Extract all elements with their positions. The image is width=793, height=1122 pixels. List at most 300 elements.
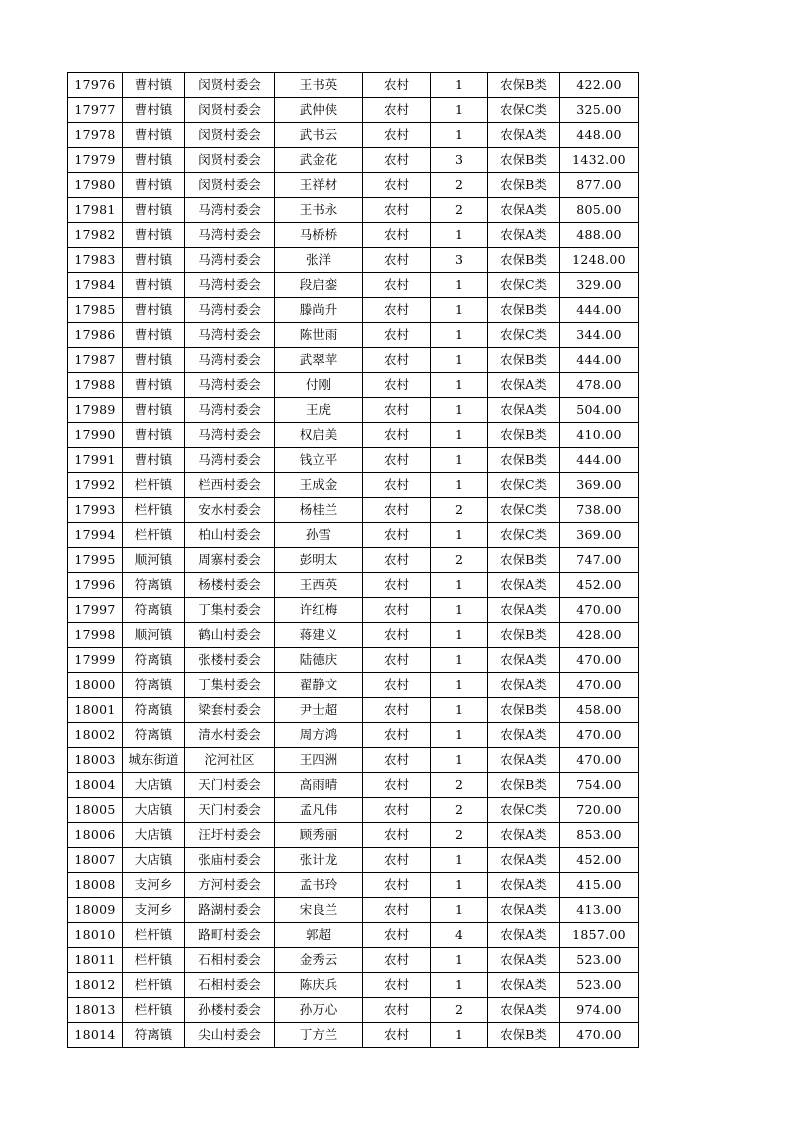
- household-type-cell: 农村: [363, 923, 431, 948]
- household-size-cell: 1: [431, 648, 488, 673]
- town-cell: 符离镇: [123, 573, 185, 598]
- town-cell: 符离镇: [123, 598, 185, 623]
- serial-number-cell: 18002: [68, 723, 123, 748]
- household-type-cell: 农村: [363, 348, 431, 373]
- name-cell: 钱立平: [275, 448, 363, 473]
- amount-cell: 452.00: [560, 573, 639, 598]
- household-size-cell: 1: [431, 273, 488, 298]
- household-size-cell: 1: [431, 598, 488, 623]
- name-cell: 顾秀丽: [275, 823, 363, 848]
- insurance-category-cell: 农保A类: [488, 723, 560, 748]
- amount-cell: 738.00: [560, 498, 639, 523]
- village-cell: 张楼村委会: [185, 648, 275, 673]
- serial-number-cell: 17979: [68, 148, 123, 173]
- town-cell: 栏杆镇: [123, 998, 185, 1023]
- serial-number-cell: 18008: [68, 873, 123, 898]
- household-size-cell: 2: [431, 173, 488, 198]
- village-cell: 闵贤村委会: [185, 173, 275, 198]
- household-type-cell: 农村: [363, 573, 431, 598]
- amount-cell: 470.00: [560, 598, 639, 623]
- name-cell: 段启銮: [275, 273, 363, 298]
- amount-cell: 754.00: [560, 773, 639, 798]
- town-cell: 曹村镇: [123, 123, 185, 148]
- household-size-cell: 1: [431, 698, 488, 723]
- town-cell: 符离镇: [123, 1023, 185, 1048]
- village-cell: 栏西村委会: [185, 473, 275, 498]
- table-row: [68, 373, 639, 398]
- name-cell: 陈世雨: [275, 323, 363, 348]
- town-cell: 曹村镇: [123, 373, 185, 398]
- table-row: [68, 298, 639, 323]
- serial-number-cell: 17997: [68, 598, 123, 623]
- insurance-category-cell: 农保A类: [488, 748, 560, 773]
- amount-cell: 325.00: [560, 98, 639, 123]
- household-size-cell: 1: [431, 623, 488, 648]
- insurance-category-cell: 农保B类: [488, 423, 560, 448]
- town-cell: 曹村镇: [123, 223, 185, 248]
- table-row: [68, 73, 639, 98]
- town-cell: 栏杆镇: [123, 473, 185, 498]
- household-type-cell: 农村: [363, 898, 431, 923]
- amount-cell: 478.00: [560, 373, 639, 398]
- insurance-category-cell: 农保B类: [488, 298, 560, 323]
- household-size-cell: 1: [431, 973, 488, 998]
- name-cell: 武仲侠: [275, 98, 363, 123]
- serial-number-cell: 18011: [68, 948, 123, 973]
- name-cell: 王书永: [275, 198, 363, 223]
- name-cell: 王虎: [275, 398, 363, 423]
- household-size-cell: 1: [431, 448, 488, 473]
- town-cell: 曹村镇: [123, 323, 185, 348]
- insurance-category-cell: 农保A类: [488, 848, 560, 873]
- table-row: [68, 248, 639, 273]
- household-type-cell: 农村: [363, 148, 431, 173]
- household-size-cell: 3: [431, 148, 488, 173]
- household-type-cell: 农村: [363, 873, 431, 898]
- serial-number-cell: 18007: [68, 848, 123, 873]
- village-cell: 孙楼村委会: [185, 998, 275, 1023]
- insurance-category-cell: 农保A类: [488, 923, 560, 948]
- name-cell: 孟凡伟: [275, 798, 363, 823]
- town-cell: 栏杆镇: [123, 523, 185, 548]
- household-type-cell: 农村: [363, 498, 431, 523]
- amount-cell: 470.00: [560, 648, 639, 673]
- household-type-cell: 农村: [363, 848, 431, 873]
- name-cell: 武翠苹: [275, 348, 363, 373]
- amount-cell: 523.00: [560, 948, 639, 973]
- village-cell: 石相村委会: [185, 948, 275, 973]
- serial-number-cell: 17980: [68, 173, 123, 198]
- household-size-cell: 1: [431, 748, 488, 773]
- village-cell: 方河村委会: [185, 873, 275, 898]
- village-cell: 马湾村委会: [185, 248, 275, 273]
- amount-cell: 1857.00: [560, 923, 639, 948]
- household-size-cell: 1: [431, 373, 488, 398]
- name-cell: 张洋: [275, 248, 363, 273]
- insurance-category-cell: 农保A类: [488, 823, 560, 848]
- amount-cell: 488.00: [560, 223, 639, 248]
- table-row: [68, 273, 639, 298]
- household-type-cell: 农村: [363, 223, 431, 248]
- household-size-cell: 2: [431, 798, 488, 823]
- household-type-cell: 农村: [363, 423, 431, 448]
- amount-cell: 470.00: [560, 1023, 639, 1048]
- town-cell: 顺河镇: [123, 548, 185, 573]
- household-type-cell: 农村: [363, 473, 431, 498]
- village-cell: 马湾村委会: [185, 198, 275, 223]
- serial-number-cell: 18010: [68, 923, 123, 948]
- serial-number-cell: 17995: [68, 548, 123, 573]
- town-cell: 顺河镇: [123, 623, 185, 648]
- name-cell: 高雨晴: [275, 773, 363, 798]
- town-cell: 曹村镇: [123, 348, 185, 373]
- town-cell: 曹村镇: [123, 248, 185, 273]
- insurance-category-cell: 农保C类: [488, 273, 560, 298]
- table-row: [68, 1023, 639, 1048]
- amount-cell: 523.00: [560, 973, 639, 998]
- household-size-cell: 1: [431, 398, 488, 423]
- village-cell: 周寨村委会: [185, 548, 275, 573]
- insurance-category-cell: 农保B类: [488, 348, 560, 373]
- household-size-cell: 1: [431, 473, 488, 498]
- insurance-category-cell: 农保B类: [488, 773, 560, 798]
- insurance-category-cell: 农保B类: [488, 73, 560, 98]
- town-cell: 符离镇: [123, 698, 185, 723]
- amount-cell: 422.00: [560, 73, 639, 98]
- village-cell: 汪圩村委会: [185, 823, 275, 848]
- town-cell: 栏杆镇: [123, 973, 185, 998]
- name-cell: 孙雪: [275, 523, 363, 548]
- household-type-cell: 农村: [363, 523, 431, 548]
- household-type-cell: 农村: [363, 373, 431, 398]
- name-cell: 马桥桥: [275, 223, 363, 248]
- household-type-cell: 农村: [363, 823, 431, 848]
- table-row: [68, 498, 639, 523]
- household-size-cell: 1: [431, 298, 488, 323]
- name-cell: 宋良兰: [275, 898, 363, 923]
- serial-number-cell: 18000: [68, 673, 123, 698]
- household-size-cell: 2: [431, 198, 488, 223]
- household-type-cell: 农村: [363, 1023, 431, 1048]
- household-size-cell: 1: [431, 723, 488, 748]
- insurance-category-cell: 农保A类: [488, 998, 560, 1023]
- table-row: [68, 573, 639, 598]
- village-cell: 石相村委会: [185, 973, 275, 998]
- serial-number-cell: 17976: [68, 73, 123, 98]
- table-row: [68, 548, 639, 573]
- serial-number-cell: 17987: [68, 348, 123, 373]
- household-type-cell: 农村: [363, 648, 431, 673]
- amount-cell: 413.00: [560, 898, 639, 923]
- insurance-category-cell: 农保B类: [488, 448, 560, 473]
- name-cell: 孟书玲: [275, 873, 363, 898]
- serial-number-cell: 17996: [68, 573, 123, 598]
- amount-cell: 444.00: [560, 448, 639, 473]
- household-size-cell: 2: [431, 998, 488, 1023]
- village-cell: 闵贤村委会: [185, 148, 275, 173]
- household-type-cell: 农村: [363, 448, 431, 473]
- serial-number-cell: 17982: [68, 223, 123, 248]
- household-type-cell: 农村: [363, 398, 431, 423]
- serial-number-cell: 17990: [68, 423, 123, 448]
- household-type-cell: 农村: [363, 673, 431, 698]
- household-size-cell: 1: [431, 873, 488, 898]
- serial-number-cell: 17984: [68, 273, 123, 298]
- serial-number-cell: 17981: [68, 198, 123, 223]
- household-size-cell: 3: [431, 248, 488, 273]
- name-cell: 尹士超: [275, 698, 363, 723]
- household-type-cell: 农村: [363, 748, 431, 773]
- serial-number-cell: 17983: [68, 248, 123, 273]
- table-row: [68, 948, 639, 973]
- household-type-cell: 农村: [363, 623, 431, 648]
- name-cell: 金秀云: [275, 948, 363, 973]
- household-size-cell: 2: [431, 498, 488, 523]
- table-row: [68, 773, 639, 798]
- serial-number-cell: 17985: [68, 298, 123, 323]
- household-size-cell: 4: [431, 923, 488, 948]
- name-cell: 武书云: [275, 123, 363, 148]
- village-cell: 鹤山村委会: [185, 623, 275, 648]
- town-cell: 曹村镇: [123, 173, 185, 198]
- serial-number-cell: 18006: [68, 823, 123, 848]
- table-row: [68, 973, 639, 998]
- village-cell: 天门村委会: [185, 798, 275, 823]
- household-size-cell: 2: [431, 823, 488, 848]
- town-cell: 曹村镇: [123, 273, 185, 298]
- insurance-category-cell: 农保B类: [488, 248, 560, 273]
- table-row: [68, 98, 639, 123]
- amount-cell: 452.00: [560, 848, 639, 873]
- amount-cell: 877.00: [560, 173, 639, 198]
- table-row: [68, 473, 639, 498]
- table-row: [68, 998, 639, 1023]
- household-size-cell: 1: [431, 98, 488, 123]
- name-cell: 王书英: [275, 73, 363, 98]
- insurance-category-cell: 农保A类: [488, 648, 560, 673]
- insurance-category-cell: 农保A类: [488, 198, 560, 223]
- table-row: [68, 673, 639, 698]
- amount-cell: 470.00: [560, 748, 639, 773]
- insurance-category-cell: 农保C类: [488, 798, 560, 823]
- amount-cell: 415.00: [560, 873, 639, 898]
- name-cell: 张计龙: [275, 848, 363, 873]
- amount-cell: 369.00: [560, 523, 639, 548]
- table-row: [68, 898, 639, 923]
- amount-cell: 410.00: [560, 423, 639, 448]
- name-cell: 翟静文: [275, 673, 363, 698]
- table-row: [68, 323, 639, 348]
- household-type-cell: 农村: [363, 73, 431, 98]
- table-row: [68, 348, 639, 373]
- village-cell: 丁集村委会: [185, 673, 275, 698]
- amount-cell: 444.00: [560, 348, 639, 373]
- town-cell: 符离镇: [123, 723, 185, 748]
- serial-number-cell: 17986: [68, 323, 123, 348]
- household-type-cell: 农村: [363, 773, 431, 798]
- table-row: [68, 923, 639, 948]
- village-cell: 杨楼村委会: [185, 573, 275, 598]
- serial-number-cell: 18001: [68, 698, 123, 723]
- name-cell: 权启美: [275, 423, 363, 448]
- insurance-category-cell: 农保A类: [488, 223, 560, 248]
- town-cell: 曹村镇: [123, 198, 185, 223]
- table-row: [68, 748, 639, 773]
- town-cell: 大店镇: [123, 773, 185, 798]
- insurance-category-cell: 农保C类: [488, 523, 560, 548]
- table-row: [68, 873, 639, 898]
- household-type-cell: 农村: [363, 198, 431, 223]
- serial-number-cell: 17988: [68, 373, 123, 398]
- insurance-category-cell: 农保A类: [488, 123, 560, 148]
- amount-cell: 428.00: [560, 623, 639, 648]
- insurance-category-cell: 农保A类: [488, 573, 560, 598]
- amount-cell: 1248.00: [560, 248, 639, 273]
- roster-table: [67, 72, 639, 1048]
- name-cell: 周方鸿: [275, 723, 363, 748]
- amount-cell: 444.00: [560, 298, 639, 323]
- insurance-category-cell: 农保C类: [488, 498, 560, 523]
- town-cell: 大店镇: [123, 798, 185, 823]
- village-cell: 闵贤村委会: [185, 73, 275, 98]
- serial-number-cell: 18003: [68, 748, 123, 773]
- name-cell: 王成金: [275, 473, 363, 498]
- insurance-category-cell: 农保A类: [488, 873, 560, 898]
- town-cell: 曹村镇: [123, 398, 185, 423]
- name-cell: 王西英: [275, 573, 363, 598]
- table-row: [68, 823, 639, 848]
- household-size-cell: 1: [431, 848, 488, 873]
- village-cell: 马湾村委会: [185, 273, 275, 298]
- amount-cell: 448.00: [560, 123, 639, 148]
- serial-number-cell: 18013: [68, 998, 123, 1023]
- serial-number-cell: 18004: [68, 773, 123, 798]
- serial-number-cell: 17992: [68, 473, 123, 498]
- household-size-cell: 1: [431, 948, 488, 973]
- household-type-cell: 农村: [363, 948, 431, 973]
- table-row: [68, 448, 639, 473]
- insurance-category-cell: 农保B类: [488, 173, 560, 198]
- town-cell: 曹村镇: [123, 148, 185, 173]
- household-size-cell: 1: [431, 123, 488, 148]
- town-cell: 大店镇: [123, 823, 185, 848]
- village-cell: 梁套村委会: [185, 698, 275, 723]
- household-size-cell: 1: [431, 573, 488, 598]
- insurance-category-cell: 农保A类: [488, 398, 560, 423]
- town-cell: 栏杆镇: [123, 948, 185, 973]
- name-cell: 丁方兰: [275, 1023, 363, 1048]
- amount-cell: 805.00: [560, 198, 639, 223]
- serial-number-cell: 17991: [68, 448, 123, 473]
- amount-cell: 458.00: [560, 698, 639, 723]
- household-type-cell: 农村: [363, 548, 431, 573]
- household-size-cell: 1: [431, 348, 488, 373]
- insurance-category-cell: 农保A类: [488, 598, 560, 623]
- table-row: [68, 173, 639, 198]
- name-cell: 王祥材: [275, 173, 363, 198]
- amount-cell: 504.00: [560, 398, 639, 423]
- serial-number-cell: 17999: [68, 648, 123, 673]
- village-cell: 尖山村委会: [185, 1023, 275, 1048]
- serial-number-cell: 18009: [68, 898, 123, 923]
- name-cell: 许红梅: [275, 598, 363, 623]
- name-cell: 王四洲: [275, 748, 363, 773]
- table-row: [68, 148, 639, 173]
- village-cell: 路湖村委会: [185, 898, 275, 923]
- village-cell: 沱河社区: [185, 748, 275, 773]
- table-row: [68, 648, 639, 673]
- insurance-category-cell: 农保B类: [488, 1023, 560, 1048]
- household-size-cell: 1: [431, 323, 488, 348]
- household-size-cell: 2: [431, 773, 488, 798]
- household-size-cell: 1: [431, 673, 488, 698]
- amount-cell: 344.00: [560, 323, 639, 348]
- village-cell: 张庙村委会: [185, 848, 275, 873]
- village-cell: 马湾村委会: [185, 298, 275, 323]
- name-cell: 武金花: [275, 148, 363, 173]
- name-cell: 蒋建义: [275, 623, 363, 648]
- insurance-category-cell: 农保A类: [488, 373, 560, 398]
- insurance-category-cell: 农保C类: [488, 473, 560, 498]
- name-cell: 陆德庆: [275, 648, 363, 673]
- village-cell: 闵贤村委会: [185, 123, 275, 148]
- insurance-category-cell: 农保B类: [488, 148, 560, 173]
- town-cell: 曹村镇: [123, 423, 185, 448]
- village-cell: 马湾村委会: [185, 348, 275, 373]
- name-cell: 付刚: [275, 373, 363, 398]
- household-type-cell: 农村: [363, 248, 431, 273]
- serial-number-cell: 18014: [68, 1023, 123, 1048]
- town-cell: 栏杆镇: [123, 923, 185, 948]
- amount-cell: 720.00: [560, 798, 639, 823]
- insurance-category-cell: 农保B类: [488, 548, 560, 573]
- serial-number-cell: 18005: [68, 798, 123, 823]
- village-cell: 马湾村委会: [185, 323, 275, 348]
- serial-number-cell: 17978: [68, 123, 123, 148]
- amount-cell: 1432.00: [560, 148, 639, 173]
- village-cell: 清水村委会: [185, 723, 275, 748]
- amount-cell: 369.00: [560, 473, 639, 498]
- household-type-cell: 农村: [363, 973, 431, 998]
- table-row: [68, 698, 639, 723]
- amount-cell: 470.00: [560, 723, 639, 748]
- household-size-cell: 1: [431, 223, 488, 248]
- household-type-cell: 农村: [363, 98, 431, 123]
- household-type-cell: 农村: [363, 798, 431, 823]
- village-cell: 马湾村委会: [185, 448, 275, 473]
- household-type-cell: 农村: [363, 723, 431, 748]
- serial-number-cell: 17989: [68, 398, 123, 423]
- town-cell: 支河乡: [123, 873, 185, 898]
- village-cell: 路町村委会: [185, 923, 275, 948]
- household-type-cell: 农村: [363, 698, 431, 723]
- amount-cell: 747.00: [560, 548, 639, 573]
- household-type-cell: 农村: [363, 273, 431, 298]
- table-row: [68, 723, 639, 748]
- name-cell: 郭超: [275, 923, 363, 948]
- village-cell: 安水村委会: [185, 498, 275, 523]
- insurance-category-cell: 农保A类: [488, 948, 560, 973]
- village-cell: 马湾村委会: [185, 398, 275, 423]
- name-cell: 孙万心: [275, 998, 363, 1023]
- amount-cell: 853.00: [560, 823, 639, 848]
- town-cell: 曹村镇: [123, 98, 185, 123]
- table-row: [68, 798, 639, 823]
- town-cell: 符离镇: [123, 673, 185, 698]
- serial-number-cell: 17998: [68, 623, 123, 648]
- table-row: [68, 623, 639, 648]
- village-cell: 马湾村委会: [185, 423, 275, 448]
